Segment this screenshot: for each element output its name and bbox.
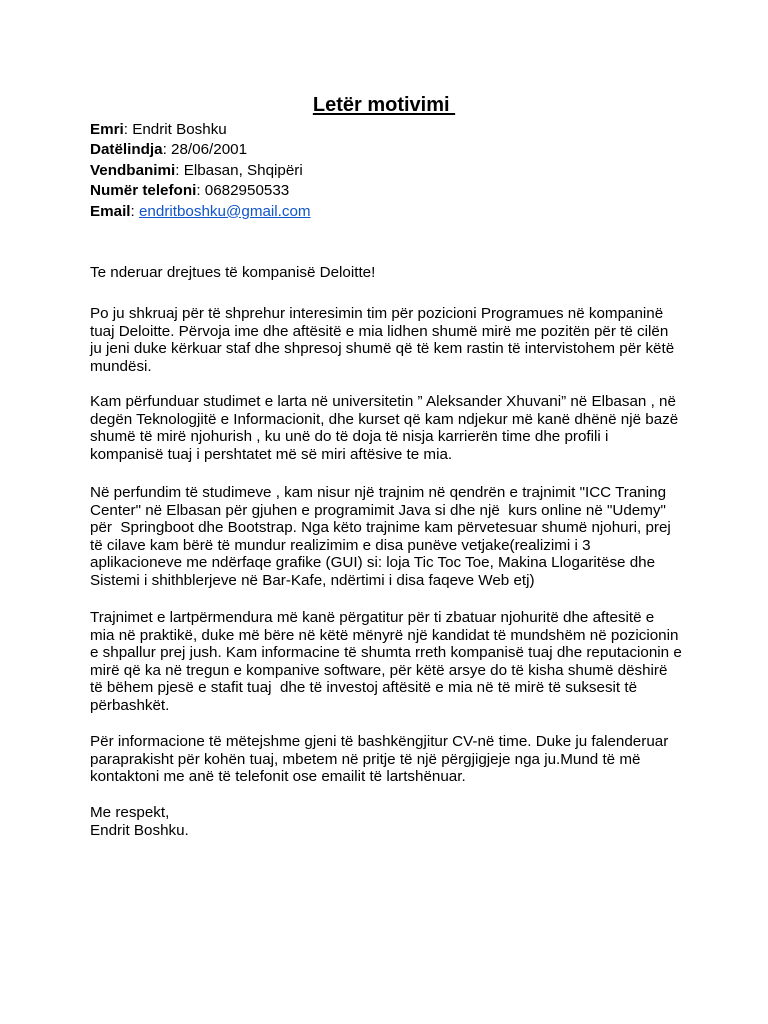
info-row-name xyxy=(90,120,311,140)
dob-label: Datëlindja xyxy=(90,141,163,159)
paragraph-line: mia në praktikë, duke më bëre në këtë mënyrë një kandidat të mundshëm në pozicionin xyxy=(90,626,679,644)
paragraph-line: të bëhem pjesë e stafit tuaj dhe të investoj aftësitë e mia në të mirë të suksesit të xyxy=(90,679,638,697)
paragraph-line: Kam përfunduar studimet e larta në universitetin ” Aleksander Xhuvani” në Elbasan , në xyxy=(90,393,676,410)
info-row-phone xyxy=(90,181,311,201)
paragraph-line: të cilave kam bërë të mundur realizimim e disa punëve vetjake(realizimi i 3 xyxy=(90,536,591,554)
paragraph-line: Për informacione të mëtejshme gjeni të bashkëngjitur CV-në time. Duke ju falenderuar xyxy=(90,733,669,750)
phone-label: Numër telefoni xyxy=(90,182,197,200)
paragraph-line: Trajnimet e lartpërmendura më kanë përgatitur për ti zbatuar njohuritë dhe aftesitë e xyxy=(90,609,655,626)
name-label: Emri xyxy=(90,121,124,138)
paragraph-line: kontaktoni me anë të telefonit ose emailit të lartshënuar. xyxy=(90,768,466,786)
residence-label: Vendbanimi xyxy=(90,161,176,179)
email-label: Email xyxy=(90,202,131,220)
paragraph-3 xyxy=(90,484,690,590)
paragraph-line: Po ju shkruaj për të shprehur interesimin tim për pozicioni Programues në kompaninë xyxy=(90,305,664,322)
paragraph-2 xyxy=(90,393,690,463)
paragraph-line: mirë që ka në tregun e kompanive software, për këtë arsye do të kisha shumë dëshirë xyxy=(90,661,668,679)
paragraph-4 xyxy=(90,609,690,715)
paragraph-1 xyxy=(90,305,690,375)
greeting-text: Te nderuar drejtues të kompanisë Deloitte! xyxy=(90,264,376,281)
paragraph-line: paraprakisht për kohën tuaj, mbetem në pritje të një përgjigjeje nga ju.Mund të më xyxy=(90,750,641,768)
paragraph-line: aplikacioneve me ndërfaqe grafike (GUI) si: loja Tic Toc Toe, Makina Llogaritëse dhe xyxy=(90,554,656,572)
info-row-email xyxy=(90,202,311,222)
paragraph-line: përbashkët. xyxy=(90,696,170,714)
paragraph-line: kompanisë tuaj i pershtatet më së miri aftësive te mia. xyxy=(90,445,453,463)
paragraph-line: për Springboot dhe Bootstrap. Nga këto trajnime kam përvetesuar shumë njohuri, prej xyxy=(90,519,671,537)
paragraph-line: mundësi. xyxy=(90,357,152,375)
paragraph-line: tuaj Deloitte. Përvoja ime dhe aftësitë e mia lidhen shumë mirë me pozitën për të cilën xyxy=(90,322,669,340)
paragraph-line: shumë të mirë njohurish , ku unë do të doja të nisja karrierën time dhe profili i xyxy=(90,428,609,446)
greeting xyxy=(90,264,690,282)
phone-value: : 0682950533 xyxy=(196,182,290,200)
info-row-dob xyxy=(90,140,311,160)
paragraph-line: Sistemi i shithblerjeve në Bar-Kafe, ndërtimi i disa faqeve Web etj) xyxy=(90,571,535,589)
personal-info-block xyxy=(90,120,311,222)
document-title xyxy=(0,92,768,118)
dob-value: : 28/06/2001 xyxy=(162,141,248,159)
signature-text: Endrit Boshku. xyxy=(90,821,189,839)
email-separator: : xyxy=(130,202,139,220)
email-link[interactable]: endritboshku@gmail.com xyxy=(138,202,311,220)
paragraph-line: ju jeni duke kërkuar staf dhe shpresoj shumë që të kem rastin të intervistohem për këtë xyxy=(90,340,675,358)
paragraph-line: Center" në Elbasan për gjuhen e programimit Java si dhe një kurs online në "Udemy" xyxy=(90,501,666,519)
info-row-residence xyxy=(90,161,311,181)
residence-value: : Elbasan, Shqipëri xyxy=(175,161,303,179)
paragraph-line: Në perfundim të studimeve , kam nisur një trajnim në qendrën e trajnimit "ICC Traning xyxy=(90,484,667,501)
paragraph-line: e shpallur prej jush. Kam informacine të shumta rreth kompanisë tuaj dhe reputacionin e xyxy=(90,644,682,662)
closing-text: Me respekt, xyxy=(90,804,170,821)
name-value: : Endrit Boshku xyxy=(123,121,227,138)
paragraph-line: degën Teknologjitë e Informacionit, dhe kurset që kam ndjekur më kanë dhënë një bazë xyxy=(90,410,679,428)
paragraph-5 xyxy=(90,733,690,786)
closing-block xyxy=(90,804,690,839)
document-title-text: Letër motivimi xyxy=(312,94,456,116)
